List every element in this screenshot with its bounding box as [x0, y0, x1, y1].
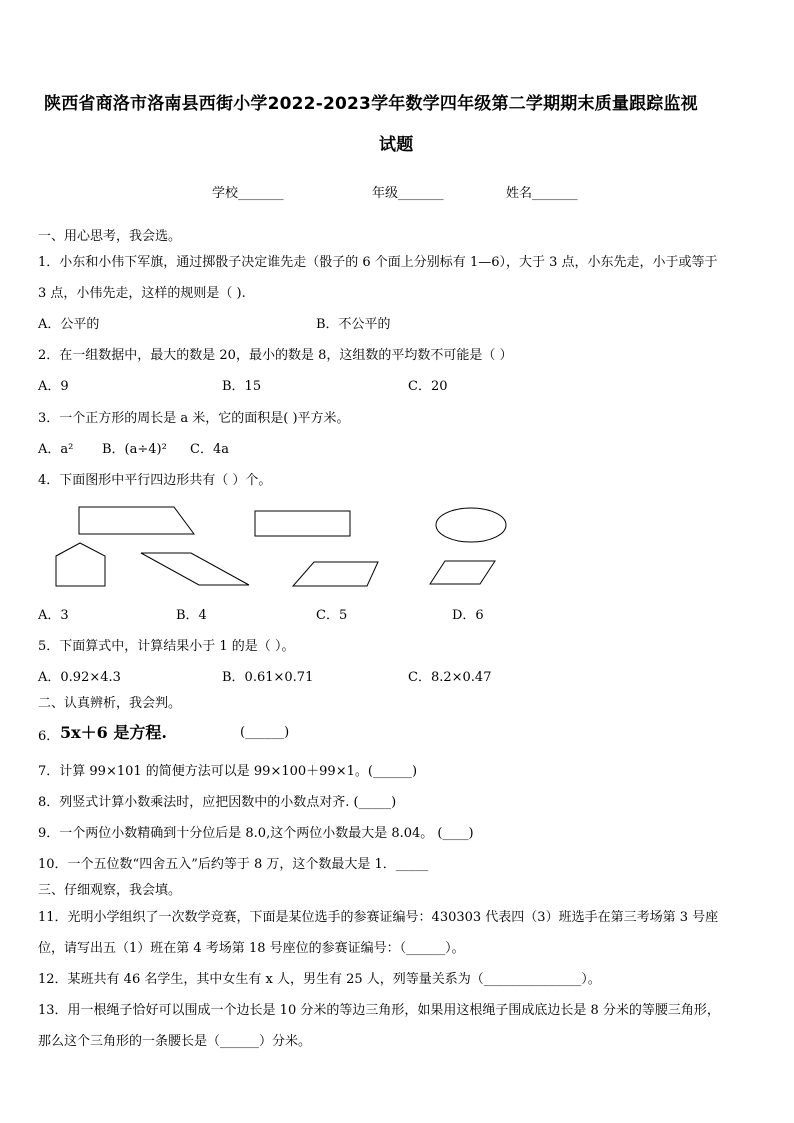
- parallelogram-shape-1: [141, 553, 249, 585]
- rectangle-shape: [255, 511, 350, 536]
- question-3-option-c: C．4a: [190, 442, 229, 457]
- question-1-line1: 1．小东和小伟下军旗，通过掷骰子决定谁先走（骰子的 6 个面上分别标有 1—6），大于 3 点，小东先走，小于或等于: [38, 255, 718, 270]
- grade-field: 年级_______: [372, 186, 444, 201]
- question-5-option-b: B．0.61×0.71: [222, 670, 314, 685]
- question-11-line2: 位，请写出五（1）班在第 4 考场第 18 号座位的参赛证编号：（______）。: [38, 941, 465, 956]
- page-title: 陕西省商洛市洛南县西街小学2022-2023学年数学四年级第二学期期末质量跟踪监视: [44, 94, 698, 114]
- question-9: 9．一个两位小数精确到十分位后是 8.0,这个两位小数最大是 8.04。 (____): [38, 826, 474, 841]
- question-13-line1: 13．用一根绳子恰好可以围成一个边长是 10 分米的等边三角形，如果用这根绳子围成底边长是 8 分米的等腰三角形，: [38, 1003, 720, 1018]
- section-heading-1: 一、用心思考，我会选。: [38, 229, 182, 244]
- question-4-option-d: D．6: [452, 608, 484, 623]
- question-4-option-c: C．5: [316, 608, 348, 623]
- question-7: 7．计算 99×101 的简便方法可以是 99×100＋99×1。(______): [38, 764, 418, 779]
- parallelogram-shape-3: [430, 561, 495, 584]
- pentagon-shape: [56, 543, 105, 586]
- question-10: 10．一个五位数“四舍五入”后约等于 8 万，这个数最大是 1．_____: [38, 857, 429, 872]
- question-8: 8．列竖式计算小数乘法时，应把因数中的小数点对齐. (_____): [38, 795, 397, 810]
- ellipse-shape: [436, 508, 506, 542]
- question-5-option-c: C．8.2×0.47: [408, 670, 492, 685]
- parallelogram-shape-2: [293, 562, 378, 586]
- question-12: 12．某班共有 46 名学生，其中女生有 x 人，男生有 25 人，列等量关系为（_______________）。: [38, 972, 601, 987]
- name-field: 姓名_______: [506, 186, 578, 201]
- question-3: 3．一个正方形的周长是 a 米，它的面积是( )平方米。: [38, 411, 350, 426]
- question-5: 5．下面算式中，计算结果小于 1 的是（ ）。: [38, 639, 295, 654]
- question-3-option-a: A．a²: [38, 442, 74, 457]
- question-5-option-a: A．0.92×4.3: [38, 670, 121, 685]
- question-6-expression: 5x＋6 是方程.: [60, 723, 167, 742]
- question-13-line2: 那么这个三角形的一条腰长是（______）分米。: [38, 1034, 312, 1049]
- page-title-line2: 试题: [379, 135, 414, 155]
- question-6-number: 6．: [38, 729, 60, 744]
- question-2-option-c: C．20: [408, 379, 448, 394]
- question-4-option-a: A．3: [38, 608, 69, 623]
- section-heading-3: 三、仔细观察，我会填。: [38, 883, 182, 898]
- question-3-option-b: B．(a÷4)²: [102, 442, 167, 457]
- question-4: 4．下面图形中平行四边形共有（ ）个。: [38, 473, 272, 488]
- section-heading-2: 二、认真辨析，我会判。: [38, 696, 182, 711]
- question-2-option-b: B．15: [222, 379, 262, 394]
- right-trapezoid-shape: [79, 507, 194, 534]
- question-11-line1: 11．光明小学组织了一次数学竞赛，下面是某位选手的参赛证编号：430303 代表四（3）班选手在第三考场第 3 号座: [38, 910, 719, 925]
- question-2-option-a: A．9: [38, 379, 69, 394]
- question-2: 2．在一组数据中，最大的数是 20，最小的数是 8，这组数的平均数不可能是（ ）: [38, 348, 513, 363]
- question-6-blank: (______): [240, 725, 290, 740]
- school-field: 学校_______: [212, 186, 284, 201]
- question-4-option-b: B．4: [176, 608, 207, 623]
- question-1-option-a: A．公平的: [38, 317, 100, 332]
- question-1-line2: 3 点，小伟先走，这样的规则是（ ).: [38, 286, 246, 301]
- question-1-option-b: B．不公平的: [316, 317, 391, 332]
